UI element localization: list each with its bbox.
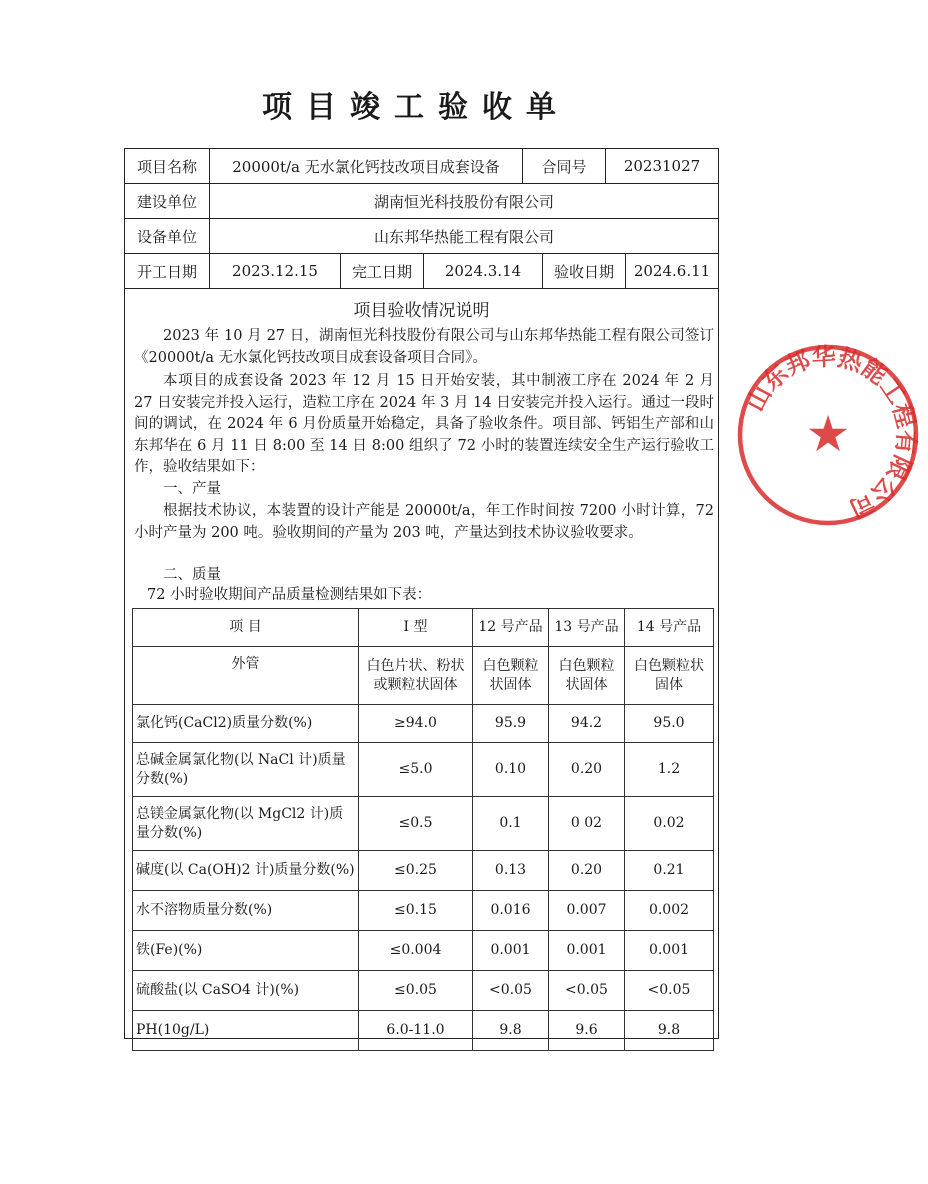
row-appearance-13: 白色颗粒状固体 [549,647,625,705]
row-ph-std: 6.0-11.0 [359,1011,473,1051]
row-alkalinity-12: 0.13 [473,851,549,891]
row-cacl2-13: 94.2 [549,705,625,743]
row-ph-item: PH(10g/L) [133,1011,359,1051]
accept-date-value: 2024.6.11 [633,262,711,280]
row-mgcl2-item: 总镁金属氯化物(以 MgCl2 计)质量分数(%) [133,797,359,851]
complete-date-value: 2024.3.14 [424,254,543,288]
row-nacl-std: ≤5.0 [359,743,473,797]
builder-label: 建设单位 [125,184,210,219]
row-cacl2-12: 95.9 [473,705,549,743]
row-insoluble-12: 0.016 [473,891,549,931]
document-title: 项目竣工验收单 [262,90,570,125]
row-appearance-12: 白色颗粒状固体 [473,647,549,705]
paragraph-2: 本项目的成套设备 2023 年 12 月 15 日开始安装，其中制液工序在 2024 年 2 月 27 日安装完并投入运行，造粒工序在 2024 年 3 月 14 日安装完并投入运行。通过一段时间的调试，在 2024 年 6 月份质量开始稳定，具备了验收条件。项目部、钙铝生产部和山东邦华在 6 月 11 日 8:00 至 14 日 8:00 组织了 72 小时的装置连续安全生产运行验收工作，验收结果如下： [134,373,714,475]
header-table [124,148,719,289]
col-header-item: 项 目 [133,609,359,647]
row-cacl2-std: ≥94.0 [359,705,473,743]
row-sulfate-14: <0.05 [625,971,714,1011]
row-iron-std: ≤0.004 [359,931,473,971]
builder-value: 湖南恒光科技股份有限公司 [210,184,719,219]
row-nacl-item: 总碱金属氯化物(以 NaCl 计)质量分数(%) [133,743,359,797]
contract-value: 20231027 [606,149,719,184]
project-name-value: 20000t/a 无水氯化钙技改项目成套设备 [210,149,523,184]
row-ph-12: 9.8 [473,1011,549,1051]
start-date-value: 2023.12.15 [210,254,341,288]
seal-star-icon: ★ [805,405,851,463]
start-date-label: 开工日期 [125,254,210,288]
heading-quality: 二、质量 [163,567,221,583]
row-mgcl2-std: ≤0.5 [359,797,473,851]
row-mgcl2-14: 0.02 [625,797,714,851]
row-iron-12: 0.001 [473,931,549,971]
company-seal [728,335,928,535]
row-nacl-14: 1.2 [625,743,714,797]
row-cacl2-item: 氯化钙(CaCl2)质量分数(%) [133,705,359,743]
paragraph-4: 72 小时验收期间产品质量检测结果如下表： [147,587,432,603]
complete-date-label: 完工日期 [341,254,424,288]
row-ph-14: 9.8 [625,1011,714,1051]
row-iron-14: 0.001 [625,931,714,971]
row-ph-13: 9.6 [549,1011,625,1051]
project-name-label: 项目名称 [125,149,210,184]
col-header-12: 12 号产品 [473,609,549,647]
row-insoluble-item: 水不溶物质量分数(%) [133,891,359,931]
quality-table [132,608,714,1051]
row-alkalinity-item: 碱度(以 Ca(OH)2 计)质量分数(%) [133,851,359,891]
row-alkalinity-std: ≤0.25 [359,851,473,891]
row-alkalinity-14: 0.21 [625,851,714,891]
row-nacl-13: 0.20 [549,743,625,797]
seal-text: 山东邦华热能工程有限公司 [741,342,921,524]
row-appearance-item: 外管 [133,647,359,705]
equipment-unit-value: 山东邦华热能工程有限公司 [210,219,719,254]
section-title: 项目验收情况说明 [353,301,490,321]
heading-output: 一、产量 [163,481,221,497]
contract-label: 合同号 [523,149,606,184]
row-iron-13: 0.001 [549,931,625,971]
row-appearance-std: 白色片状、粉状或颗粒状固体 [359,647,473,705]
row-mgcl2-13: 0 02 [549,797,625,851]
row-iron-item: 铁(Fe)(%) [133,931,359,971]
paragraph-1: 2023 年 10 月 27 日，湖南恒光科技股份有限公司与山东邦华热能工程有限公司签订《20000t/a 无水氯化钙技改项目成套设备项目合同》。 [134,328,714,366]
row-alkalinity-13: 0.20 [549,851,625,891]
row-sulfate-13: <0.05 [549,971,625,1011]
row-cacl2-14: 95.0 [625,705,714,743]
equipment-unit-label: 设备单位 [125,219,210,254]
row-mgcl2-12: 0.1 [473,797,549,851]
col-header-14: 14 号产品 [625,609,714,647]
row-sulfate-item: 硫酸盐(以 CaSO4 计)(%) [133,971,359,1011]
row-sulfate-std: ≤0.05 [359,971,473,1011]
row-sulfate-12: <0.05 [473,971,549,1011]
row-appearance-14: 白色颗粒状固体 [625,647,714,705]
accept-date-label: 验收日期 [543,254,626,288]
row-insoluble-13: 0.007 [549,891,625,931]
row-insoluble-std: ≤0.15 [359,891,473,931]
paragraph-3: 根据技术协议，本装置的设计产能是 20000t/a，年工作时间按 7200 小时计算，72 小时产量为 200 吨。验收期间的产量为 203 吨，产量达到技术协议验收要求。 [134,503,714,541]
row-nacl-12: 0.10 [473,743,549,797]
col-header-13: 13 号产品 [549,609,625,647]
col-header-standard: I 型 [359,609,473,647]
row-insoluble-14: 0.002 [625,891,714,931]
